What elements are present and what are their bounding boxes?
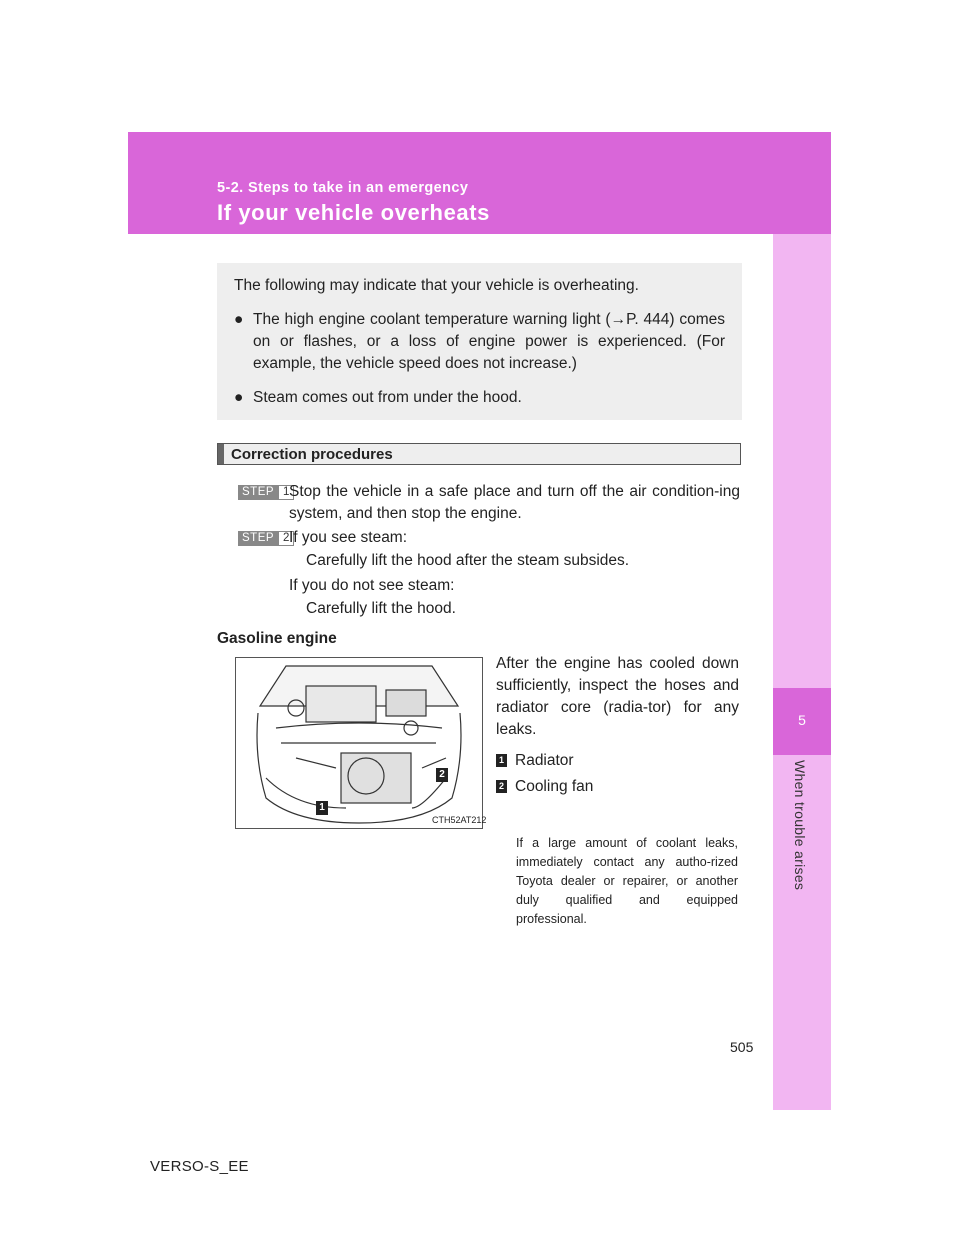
chapter-label: When trouble arises	[792, 760, 808, 891]
figure-code: CTH52AT212	[432, 815, 487, 825]
heading-accent	[218, 444, 224, 464]
page-title: If your vehicle overheats	[217, 200, 490, 225]
part-number-badge: 2	[496, 780, 507, 793]
engine-bay-figure	[235, 657, 487, 829]
step-number: 2	[278, 531, 294, 546]
bullet-item	[234, 309, 725, 375]
bullet-text: Steam comes out from under the hood.	[253, 389, 522, 406]
bullet-item	[234, 387, 725, 409]
step-badge-1	[238, 485, 294, 500]
step-2-case-2-action: Carefully lift the hood.	[306, 600, 456, 617]
bullet-text: The high engine coolant temperature warning light (→P. 444) comes on or flashes, or a loss of engine power is experienced. (For example, the vehicle speed does not increase.)	[253, 311, 725, 372]
bullet-icon: ●	[234, 389, 244, 406]
engine-bay-illustration	[236, 658, 482, 828]
step-number: 1	[278, 485, 294, 500]
callout-cooling-fan: 2	[436, 768, 448, 782]
bullet-icon: ●	[234, 311, 244, 328]
part-item-cooling-fan	[496, 776, 593, 798]
step-3-text: After the engine has cooled down sufficiently, inspect the hoses and radiator core (radia-tor) for any leaks.	[496, 655, 739, 738]
step-label: STEP	[238, 485, 278, 500]
step-2-case-1-action: Carefully lift the hood after the steam subsides.	[306, 552, 630, 569]
step-2-case-1: If you see steam:	[289, 529, 408, 546]
part-label: Cooling fan	[515, 778, 594, 795]
step-1-text: Stop the vehicle in a safe place and turn off the air condition-ing system, and then stop the engine.	[289, 483, 740, 522]
engine-heading: Gasoline engine	[217, 630, 337, 647]
chapter-number: 5	[798, 712, 806, 728]
step-label: STEP	[238, 531, 278, 546]
side-tab	[773, 234, 831, 1110]
step-2-case-2: If you do not see steam:	[289, 577, 455, 594]
part-label: Radiator	[515, 752, 574, 769]
coolant-leak-note: If a large amount of coolant leaks, immediately contact any autho-rized Toyota dealer or repairer, or another duly qualified and equipped professional.	[516, 836, 738, 926]
part-number-badge: 1	[496, 754, 507, 767]
intro-lead: The following may indicate that your vehicle is overheating.	[234, 277, 639, 294]
section-label: 5-2. Steps to take in an emergency	[217, 180, 469, 196]
callout-radiator: 1	[316, 801, 328, 815]
correction-heading: Correction procedures	[231, 446, 393, 463]
part-item-radiator	[496, 750, 574, 772]
correction-heading-bar	[217, 443, 741, 465]
page-number: 505	[730, 1039, 754, 1055]
step-badge-2	[238, 531, 294, 546]
info-box	[217, 263, 742, 420]
model-code: VERSO-S_EE	[150, 1158, 249, 1175]
